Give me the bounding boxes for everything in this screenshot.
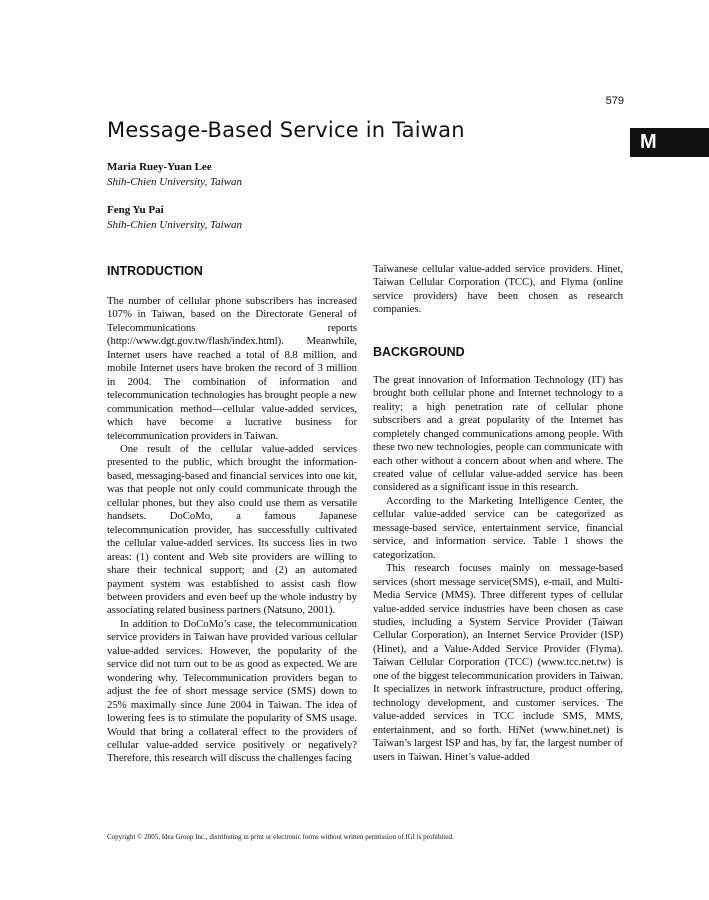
body-paragraph: According to the Marketing Intelligence Center, the cellular value-added service can be categorized as message-based service, entertainment service, financial service, and information service. Table 1 shows the categorization. [373,494,623,561]
section-heading-introduction: INTRODUCTION [107,264,203,278]
author-block [107,203,242,233]
body-paragraph: One result of the cellular value-added services presented to the public, which brought the information-based, messaging-based and financial services into one kit, was that people not only could communicate through the cellular phones, but they also could use them as versatile handsets. DoCoMo, a famous Japanese telecommunication provider, has successfully cultivated the cellular value-added services. Its success lies in two areas: (1) content and Web site providers are willing to share their technical support; and (2) an automated payment system was established to assist cash flow between providers and even beef up the whole industry by associating related business partners (Natsuno, 2001). [107,442,357,617]
section-letter-tab: M [630,128,709,157]
body-paragraph: The number of cellular phone subscribers has increased 107% in Taiwan, based on the Directorate General of Telecommunications reports (http://www.dgt.gov.tw/flash/index.html). Meanwhile, Internet users have reached a total of 8.8 million, and mobile Internet users have broken the record of 3 million in 2004. The combination of information and telecommunication technologies has brought people a new communication method—cellular value-added services, which have become a lucrative business for telecommunication providers in Taiwan. [107,295,357,442]
section-heading-background: BACKGROUND [373,344,465,359]
body-paragraph: In addition to DoCoMo’s case, the telecommunication service providers in Taiwan have provided various cellular value-added services. However, the popularity of the service did not turn out to be as good as expected. We are wondering why. Telecommunication providers began to adjust the fee of short message service (SMS) down to 25% maximally since June 2004 in Taiwan. The idea of lowering fees is to stimulate the popularity of SMS usage. Would that bring a collateral effect to the providers of cellular value-added service positively or negatively? Therefore, this research will discuss the challenges facing [107,617,357,765]
left-column [107,263,357,766]
body-paragraph-continuation: Taiwanese cellular value-added service providers. Hinet, Taiwan Cellular Corporation (TCC), and Flyma (online service providers) have been chosen as research companies. [373,263,623,316]
author-name: Maria Ruey-Yuan Lee [107,161,212,173]
page-number: 579 [605,95,624,107]
article-title: Message-Based Service in Taiwan [107,118,465,142]
author-affiliation: Shih-Chien University, Taiwan [107,219,242,231]
copyright-notice: Copyright © 2005, Idea Group Inc., distributing in print or electronic forms without written permission of IGI is prohibited. [107,833,454,841]
author-block [107,160,242,190]
author-name: Feng Yu Pai [107,204,164,216]
body-paragraph: This research focuses mainly on message-based services (short message service(SMS), e-mail, and Multi-Media Service (MMS). Three different types of cellular value-added service industries have been chosen as case studies, including a System Service Provider (Taiwan Cellular Corporation), an Internet Service Provider (ISP) (Hinet), and a Value-Added Service Provider (Flyma). Taiwan Cellular Corporation (TCC) (www.tcc.net.tw) is one of the biggest telecommunication providers in Taiwan. It specializes in network infrastructure, product offering, technology development, and customer services. The value-added services in TCC include SMS, MMS, entertainment, and so forth. HiNet (www.hinet.net) is Taiwan’s largest ISP and has, by far, the largest number of users in Taiwan. Hinet’s value-added [373,562,623,763]
right-column [373,263,623,764]
body-paragraph: The great innovation of Information Technology (IT) has brought both cellular phone and Internet technology to a reality; a high penetration rate of cellular phone subscribers and a great popularity of the Internet has completely changed communications among people. With these two new technologies, people can communicate with each other without a concern about when and where. The created value of cellular value-added service has been considered as a significant issue in this research. [373,373,623,494]
author-affiliation: Shih-Chien University, Taiwan [107,176,242,188]
